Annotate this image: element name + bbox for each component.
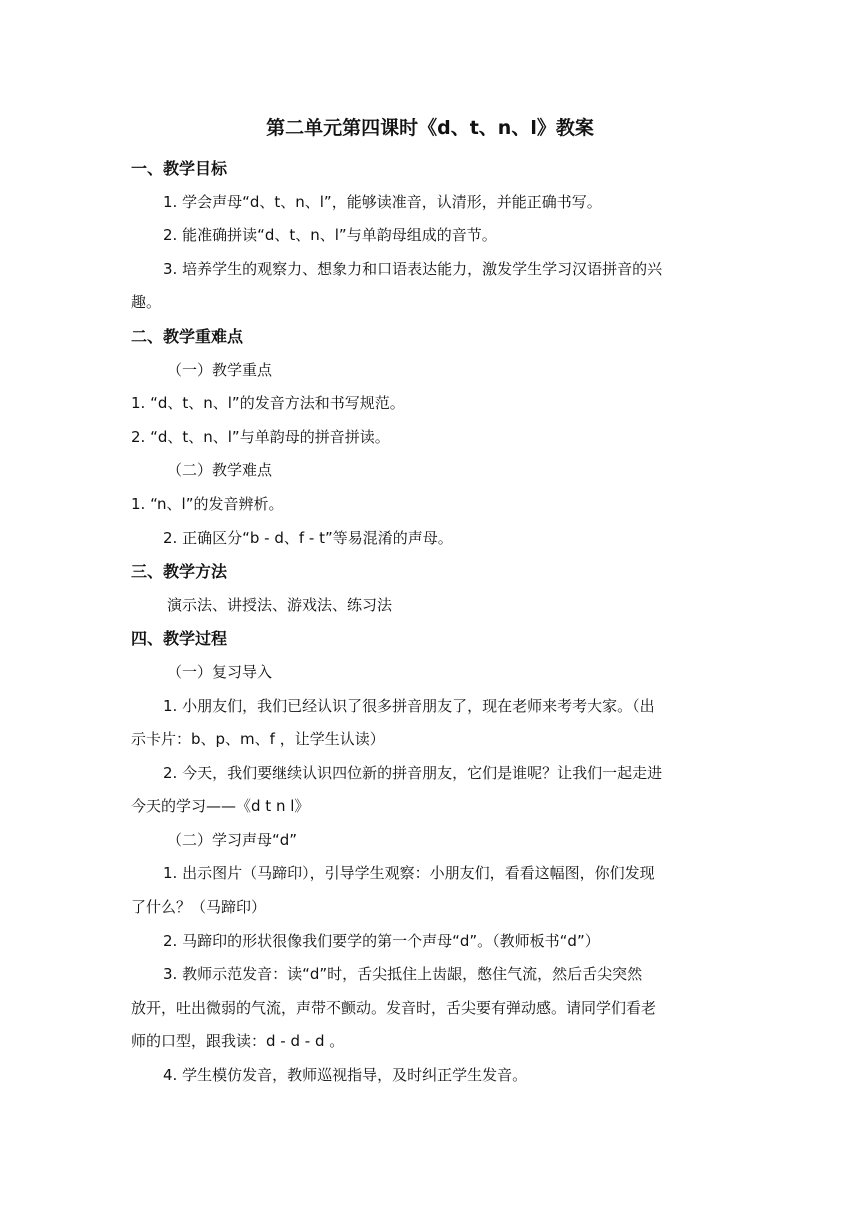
subsection-label: （二）教学难点 [167,461,273,480]
process-item: 1. 小朋友们，我们已经认识了很多拼音朋友了，现在老师来考考大家。（出 [163,696,655,715]
objective-item-continuation: 趣。 [131,293,162,312]
section-heading-objectives: 一、教学目标 [131,159,228,178]
process-item-continuation: 了什么？（马蹄印） [131,898,267,917]
process-item: 2. 今天，我们要继续认识四位新的拼音朋友，它们是谁呢？让我们一起走进 [163,763,663,782]
process-item-continuation: 示卡片：b、p、m、f ，让学生认读） [131,730,385,749]
difficulty-item: 2. 正确区分“b - d、f - t”等易混淆的声母。 [163,528,453,547]
process-item-continuation: 今天的学习——《d t n l》 [131,797,310,816]
objective-item: 2. 能准确拼读“d、t、n、l”与单韵母组成的音节。 [163,226,497,245]
objective-item: 3. 培养学生的观察力、想象力和口语表达能力，激发学生学习汉语拼音的兴 [163,259,663,278]
section-heading-methods: 三、教学方法 [131,562,228,582]
process-item: 2. 马蹄印的形状很像我们要学的第一个声母“d”。（教师板书“d”） [163,931,600,950]
process-item: 4. 学生模仿发音，教师巡视指导，及时纠正学生发音。 [163,1066,528,1085]
key-point-item: 2. “d、t、n、l”与单韵母的拼音拼读。 [131,427,390,446]
document-title: 第二单元第四课时《d、t、n、l》教案 [266,117,594,139]
key-point-item: 1. “d、t、n、l”的发音方法和书写规范。 [131,394,405,413]
subsection-label: （一）教学重点 [167,360,273,379]
process-item-continuation: 放开，吐出微弱的气流，声带不颤动。发音时，舌尖要有弹动感。请同学们看老 [131,998,657,1017]
subsection-label: （一）复习导入 [167,662,273,681]
process-item-continuation: 师的口型，跟我读：d - d - d 。 [131,1032,345,1051]
subsection-label: （二）学习声母“d” [167,830,298,849]
difficulty-item: 1. “n、l”的发音辨析。 [131,494,284,513]
process-item: 1. 出示图片（马蹄印），引导学生观察：小朋友们，看看这幅图，你们发现 [163,864,655,883]
section-heading-key-points: 二、教学重难点 [131,326,244,346]
document-body [131,152,732,1093]
methods-text: 演示法、讲授法、游戏法、练习法 [167,595,393,614]
section-heading-process: 四、教学过程 [131,629,228,649]
objective-item: 1. 学会声母“d、t、n、l”，能够读准音，认清形，并能正确书写。 [163,192,602,211]
process-item: 3. 教师示范发音：读“d”时，舌尖抵住上齿龈，憋住气流，然后舌尖突然 [163,965,643,984]
